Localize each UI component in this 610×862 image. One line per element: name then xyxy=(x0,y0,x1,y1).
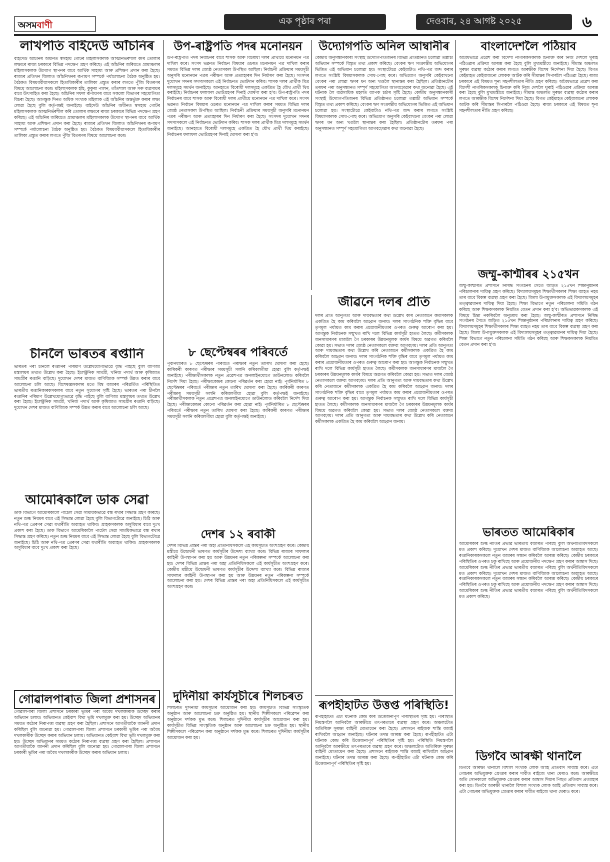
article-body-a1: বাইদেউ আঁচনিৰ অধীনত স্বসহায় গোটৰ মহিলাসকলক আত্মনিৰ্ভৰশীল কৰি তোলাৰ লক্ষ্যৰে ৰাজ্য চৰকাৰে বিভিন্ন পদক্ষেপ গ্ৰহণ কৰিছে। এই আঁচনিৰ জৰিয়তে গ্ৰামাঞ্চলৰ মহিলাসকলক উদ্যোগ স্থাপনৰ বাবে আৰ্থিক সাহায্য আৰু প্ৰশিক্ষণ প্ৰদান কৰা হৈছে। ৰাজ্যৰ প্ৰতিখন জিলাত আঁচনিখনৰ ৰূপায়ণ সম্পৰ্কে পৰ্যালোচনা বৈঠক অনুষ্ঠিত হয়। বৈঠকত বিষয়ববীয়াসকলে হিতাধিকাৰীৰ তালিকা প্ৰস্তুত কৰাৰ লগতে পুঁজি বিতৰণৰ বিষয়ে আলোচনা কৰে। মহিলাসকলক হাঁহ, কুকুৰা পালন, তাঁতশাল আৰু সৰু ব্যৱসায়ৰ বাবে উৎসাহিত কৰা হৈছে। আঁচনিৰ সফল ৰূপায়ণৰ বাবে সকলো বিভাগৰ সহযোগিতা বিচৰা হৈছে। আগন্তুক দিনত অধিক সংখ্যক মহিলাক এই আঁচনিৰ অন্তৰ্ভুক্ত কৰাৰ লক্ষ্য লোৱা হৈছে বুলি কৰ্তৃপক্ষই জনাইছে। বাইদেউ আঁচনিৰ অধীনত স্বসহায় গোটৰ মহিলাসকলক আত্মনিৰ্ভৰশীল কৰি তোলাৰ লক্ষ্যৰে ৰাজ্য চৰকাৰে বিভিন্ন পদক্ষেপ গ্ৰহণ কৰিছে। এই আঁচনিৰ জৰিয়তে গ্ৰামাঞ্চলৰ মহিলাসকলক উদ্যোগ স্থাপনৰ বাবে আৰ্থিক সাহায্য আৰু প্ৰশিক্ষণ প্ৰদান কৰা হৈছে। ৰাজ্যৰ প্ৰতিখন জিলাত আঁচনিখনৰ ৰূপায়ণ সম্পৰ্কে পৰ্যালোচনা বৈঠক অনুষ্ঠিত হয়। বৈঠকত বিষয়ববীয়াসকলে হিতাধিকাৰীৰ তালিকা প্ৰস্তুত কৰাৰ লগতে পুঁজি বিতৰণৰ বিষয়ে আলোচনা কৰে। xyxy=(14,57,160,139)
headline-a1: লাখপতি বাইদেউ আঁচনিৰ xyxy=(19,40,155,54)
section-label: এক পৃষ্ঠাৰ পৰা xyxy=(224,14,386,30)
headline-a15: ডিগবৈ আৰক্ষী থানালৈ xyxy=(475,750,582,763)
headline-a13: দুদিনীয়া কাৰ্যসূচীৰে শিলচৰত xyxy=(173,690,303,703)
article-body-a4: অবৈধভাৱে প্ৰৱেশ কৰা বিদেশী নাগৰিকসকলক চিনাক্ত কৰি নিজ দেশলৈ ঘূৰাই পঠিওৱাৰ প্ৰক্ৰিয়া আৰম্ভ কৰা হৈছে বুলি মুখ্যমন্ত্ৰীয়ে জনাইছে। সীমান্ত অঞ্চলত সুৰক্ষা ব্যৱস্থা কঠোৰ কৰাৰ লগতে আৰক্ষীক বিশেষ নিৰ্দেশনা দিয়া হৈছে। বিগত কেইমাহত কেইবাজনো লোকক আটক কৰি সীমান্তৰ সিপাৰলৈ পঠিওৱা হৈছে। ৰাজ্য চৰকাৰে এই বিষয়ত শূন্য সহনশীলতাৰ নীতি গ্ৰহণ কৰিছে। অবৈধভাৱে প্ৰৱেশ কৰা বিদেশী নাগৰিকসকলক চিনাক্ত কৰি নিজ দেশলৈ ঘূৰাই পঠিওৱাৰ প্ৰক্ৰিয়া আৰম্ভ কৰা হৈছে বুলি মুখ্যমন্ত্ৰীয়ে জনাইছে। সীমান্ত অঞ্চলত সুৰক্ষা ব্যৱস্থা কঠোৰ কৰাৰ লগতে আৰক্ষীক বিশেষ নিৰ্দেশনা দিয়া হৈছে। বিগত কেইমাহত কেইবাজনো লোকক আটক কৰি সীমান্তৰ সিপাৰলৈ পঠিওৱা হৈছে। ৰাজ্য চৰকাৰে এই বিষয়ত শূন্য সহনশীলতাৰ নীতি গ্ৰহণ কৰিছে। xyxy=(459,56,598,115)
article-body-a13: শিলচৰত দুদিনীয়া কাৰ্যসূচীৰ আয়োজন কৰা হয়। কাৰ্যসূচীত বিভিন্ন সাংস্কৃতিক অনুষ্ঠান আৰু আলোচনা চক্ৰ অনুষ্ঠিত হয়। স্থানীয় শিল্পীসকলে পৰিৱেশন কৰা অনুষ্ঠানে দৰ্শকক মুগ্ধ কৰে। শিলচৰত দুদিনীয়া কাৰ্যসূচীৰ আয়োজন কৰা হয়। কাৰ্যসূচীত বিভিন্ন সাংস্কৃতিক অনুষ্ঠান আৰু আলোচনা চক্ৰ অনুষ্ঠিত হয়। স্থানীয় শিল্পীসকলে পৰিৱেশন কৰা অনুষ্ঠানে দৰ্শকক মুগ্ধ কৰে। শিলচৰত দুদিনীয়া কাৰ্যসূচীৰ আয়োজন কৰা হয়। xyxy=(167,706,309,741)
section-divider xyxy=(315,695,453,696)
article-body-a12: গোৱালপাৰা জিলা প্ৰশাসনে চৰকাৰী ভূমিৰ পৰা অবৈধ দখলকাৰীক উচ্ছেদ কৰাৰ অভিযান চলায়। অভিযানত কেইবাশ বিঘা ভূমি দখলমুক্ত কৰা হয়। উচ্ছেদ অভিযানৰ সময়ত কঠোৰ নিৰাপত্তা ব্যৱস্থা গ্ৰহণ কৰা হৈছিল। প্ৰশাসনে আগতীয়াকৈ জাননী প্ৰদান কৰিছিল বুলি জনোৱা হয়। গোৱালপাৰা জিলা প্ৰশাসনে চৰকাৰী ভূমিৰ পৰা অবৈধ দখলকাৰীক উচ্ছেদ কৰাৰ অভিযান চলায়। অভিযানত কেইবাশ বিঘা ভূমি দখলমুক্ত কৰা হয়। উচ্ছেদ অভিযানৰ সময়ত কঠোৰ নিৰাপত্তা ব্যৱস্থা গ্ৰহণ কৰা হৈছিল। প্ৰশাসনে আগতীয়াকৈ জাননী প্ৰদান কৰিছিল বুলি জনোৱা হয়। গোৱালপাৰা জিলা প্ৰশাসনে চৰকাৰী ভূমিৰ পৰা অবৈধ দখলকাৰীক উচ্ছেদ কৰাৰ অভিযান চলায়। xyxy=(14,710,160,757)
headline-a4: বাংলাদেশলৈ পঠিয়াব xyxy=(480,40,577,53)
headline-a11: দেশৰ ১২ ৰবাকী xyxy=(200,528,276,541)
column-divider xyxy=(311,40,312,290)
article-body-a11: দেশৰ বিভিন্ন প্ৰান্তৰ পৰা অহা প্ৰতিনিধিসকলে এই কাৰ্যসূচীত অংশগ্ৰহণ কৰে। কেন্দ্ৰীয় মন্ত্ৰীয়ে উদ্বোধনী ভাষণত কাৰ্যসূচীৰ উদ্দেশ্য ব্যাখ্যা কৰে। বিভিন্ন ৰাজ্যৰ সাফল্যৰ কাহিনী উপস্থাপন কৰা হয় আৰু উন্নয়নৰ নতুন পৰিকল্পনা সম্পৰ্কে আলোচনা কৰা হয়। দেশৰ বিভিন্ন প্ৰান্তৰ পৰা অহা প্ৰতিনিধিসকলে এই কাৰ্যসূচীত অংশগ্ৰহণ কৰে। কেন্দ্ৰীয় মন্ত্ৰীয়ে উদ্বোধনী ভাষণত কাৰ্যসূচীৰ উদ্দেশ্য ব্যাখ্যা কৰে। বিভিন্ন ৰাজ্যৰ সাফল্যৰ কাহিনী উপস্থাপন কৰা হয় আৰু উন্নয়নৰ নতুন পৰিকল্পনা সম্পৰ্কে আলোচনা কৰা হয়। দেশৰ বিভিন্ন প্ৰান্তৰ পৰা অহা প্ৰতিনিধিসকলে এই কাৰ্যসূচীত অংশগ্ৰহণ কৰে। xyxy=(167,544,309,591)
article-body-a10: ডাক বিভাগে আমেৰিকালৈ পাৰ্চেল সেৱা সাময়িকভাৱে বন্ধ ৰখাৰ সিদ্ধান্ত গ্ৰহণ কৰিছে। নতুন শুল্ক নিয়মৰ বাবে এই সিদ্ধান্ত লোৱা হৈছে বুলি বিভাগটোৱে জনাইছে। চিঠি আৰু নথি-পত্ৰ প্ৰেৰণৰ সেৱা যথাৰীতি অব্যাহত থাকিব। গ্ৰাহকসকলক অসুবিধাৰ বাবে দুঃখ প্ৰকাশ কৰা হৈছে। ডাক বিভাগে আমেৰিকালৈ পাৰ্চেল সেৱা সাময়িকভাৱে বন্ধ ৰখাৰ সিদ্ধান্ত গ্ৰহণ কৰিছে। নতুন শুল্ক নিয়মৰ বাবে এই সিদ্ধান্ত লোৱা হৈছে বুলি বিভাগটোৱে জনাইছে। চিঠি আৰু নথি-পত্ৰ প্ৰেৰণৰ সেৱা যথাৰীতি অব্যাহত থাকিব। গ্ৰাহকসকলক অসুবিধাৰ বাবে দুঃখ প্ৰকাশ কৰা হৈছে। xyxy=(14,511,160,552)
newspaper-logo xyxy=(14,16,96,32)
headline-a5: জম্মু-কাশ্মীৰৰ ২১৫খন xyxy=(477,268,579,281)
headline-a14: ৰূপহীহাটত উত্তপ্ত পৰিস্থিতি! xyxy=(318,699,450,712)
column-divider xyxy=(163,40,164,852)
headline-a7: ৮ ছেপ্টেম্বৰৰ পৰিবৰ্তে xyxy=(188,346,288,359)
headline-a10: আমেৰিকালৈ ডাক সেৱা xyxy=(25,494,149,508)
article-body-a9: আমেৰিকাৰ শুল্ক নীতিৰ প্ৰভাৱ ভাৰতীয় বজাৰত পৰিছে বুলি অৰ্থনীতিবিদসকলে মত প্ৰকাশ কৰিছে। দুয়োখন দেশৰ মাজত বাণিজ্যিক আলোচনা অব্যাহত আছে। ৰপ্তানিকাৰকসকলে নতুন বজাৰৰ সন্ধান কৰিবলৈ আৰম্ভ কৰিছে। কেন্দ্ৰীয় চৰকাৰে পৰিস্থিতিৰ ওপৰত চকু ৰাখিছে আৰু প্ৰয়োজনীয় পদক্ষেপ গ্ৰহণ কৰাৰ আশ্বাস দিছে। আমেৰিকাৰ শুল্ক নীতিৰ প্ৰভাৱ ভাৰতীয় বজাৰত পৰিছে বুলি অৰ্থনীতিবিদসকলে মত প্ৰকাশ কৰিছে। দুয়োখন দেশৰ মাজত বাণিজ্যিক আলোচনা অব্যাহত আছে। ৰপ্তানিকাৰকসকলে নতুন বজাৰৰ সন্ধান কৰিবলৈ আৰম্ভ কৰিছে। কেন্দ্ৰীয় চৰকাৰে পৰিস্থিতিৰ ওপৰত চকু ৰাখিছে আৰু প্ৰয়োজনীয় পদক্ষেপ গ্ৰহণ কৰাৰ আশ্বাস দিছে। আমেৰিকাৰ শুল্ক নীতিৰ প্ৰভাৱ ভাৰতীয় বজাৰত পৰিছে বুলি অৰ্থনীতিবিদসকলে মত প্ৰকাশ কৰিছে। xyxy=(459,542,598,601)
article-body-a14: ৰূপহীহাটত এটা ঘটনাক কেন্দ্ৰ কৰি উত্তেজনাপূৰ্ণ পৰিস্থিতিৰ সৃষ্টি হয়। পৰিস্থিতি নিয়ন্ত্ৰণলৈ আনিবলৈ আৰক্ষীয়ে তৎপৰতাৰে ব্যৱস্থা গ্ৰহণ কৰে। অঞ্চলটোত অতিৰিক্ত সুৰক্ষা বাহিনী মোতায়েন কৰা হৈছে। প্ৰশাসনে ৰাইজক শান্তি বজাই ৰাখিবলৈ আহ্বান জনাইছে। ঘটনাৰ তদন্ত আৰম্ভ কৰা হৈছে। ৰূপহীহাটত এটা ঘটনাক কেন্দ্ৰ কৰি উত্তেজনাপূৰ্ণ পৰিস্থিতিৰ সৃষ্টি হয়। পৰিস্থিতি নিয়ন্ত্ৰণলৈ আনিবলৈ আৰক্ষীয়ে তৎপৰতাৰে ব্যৱস্থা গ্ৰহণ কৰে। অঞ্চলটোত অতিৰিক্ত সুৰক্ষা বাহিনী মোতায়েন কৰা হৈছে। প্ৰশাসনে ৰাইজক শান্তি বজাই ৰাখিবলৈ আহ্বান জনাইছে। ঘটনাৰ তদন্ত আৰম্ভ কৰা হৈছে। ৰূপহীহাটত এটা ঘটনাক কেন্দ্ৰ কৰি উত্তেজনাপূৰ্ণ পৰিস্থিতিৰ সৃষ্টি হয়। xyxy=(315,715,453,768)
headline-a12: গোৱালপাৰাত জিলা প্ৰশাসনৰ xyxy=(14,690,160,709)
headline-a8: জীৱনে দলৰ প্ৰতি xyxy=(337,296,430,310)
article-body-a5: জম্মু-কাশ্মীৰত প্ৰশাসনে নিষিদ্ধ সংগঠনৰ সৈতে জড়িত ২১৫খন শিক্ষানুষ্ঠানৰ পৰিচালনাৰ দায়িত্ব গ্ৰহণ কৰিছে। বিদ্যালয়সমূহৰ শিক্ষাৰ্থীসকলৰ শিক্ষা ব্যাহত নহয় তাৰ বাবে বিকল্প ব্যৱস্থা গ্ৰহণ কৰা হৈছে। জিলা উপায়ুক্তসকলক এই বিদ্যালয়সমূহৰ তত্ত্বাৱধানৰ দায়িত্ব দিয়া হৈছে। শিক্ষা বিভাগে নতুন পৰিচালনা সমিতি গঠন কৰিছে আৰু শিক্ষকসকলক নিয়মিত বেতন প্ৰদান কৰা হ'ব। অভিভাৱকসকলক এই বিষয়ে চিন্তা নকৰিবলৈ অনুৰোধ কৰা হৈছে। জম্মু-কাশ্মীৰত প্ৰশাসনে নিষিদ্ধ সংগঠনৰ সৈতে জড়িত ২১৫খন শিক্ষানুষ্ঠানৰ পৰিচালনাৰ দায়িত্ব গ্ৰহণ কৰিছে। বিদ্যালয়সমূহৰ শিক্ষাৰ্থীসকলৰ শিক্ষা ব্যাহত নহয় তাৰ বাবে বিকল্প ব্যৱস্থা গ্ৰহণ কৰা হৈছে। জিলা উপায়ুক্তসকলক এই বিদ্যালয়সমূহৰ তত্ত্বাৱধানৰ দায়িত্ব দিয়া হৈছে। শিক্ষা বিভাগে নতুন পৰিচালনা সমিতি গঠন কৰিছে আৰু শিক্ষকসকলক নিয়মিত বেতন প্ৰদান কৰা হ'ব। xyxy=(459,284,598,349)
article-body-a8: দলৰ প্ৰতি আনুগত্য আৰু দায়বদ্ধতাৰ কথা উল্লেখ কৰি নেতাজনে কৰ্মীসকলক একত্ৰিত হৈ কাম কৰিবলৈ আহ্বান জনায়। দলৰ সাংগঠনিক শক্তি বৃদ্ধিৰ বাবে তৃণমূল পৰ্যায়ত কাম কৰাৰ প্ৰয়োজনীয়তাৰ ওপৰত গুৰুত্ব আৰোপ কৰা হয়। আগন্তুক নিৰ্বাচনক সন্মুখত ৰাখি দলে বিভিন্ন কাৰ্যসূচী হাতত লৈছে। কৰ্মীসকলক জনসাধাৰণৰ মাজলৈ গৈ চৰকাৰৰ উন্নয়নমূলক কাৰ্যৰ বিষয়ে অৱগত কৰিবলৈ কোৱা হয়। সভাত দলৰ জ্যেষ্ঠ নেতাসকলে বক্তব্য আগবঢ়ায়। দলৰ প্ৰতি আনুগত্য আৰু দায়বদ্ধতাৰ কথা উল্লেখ কৰি নেতাজনে কৰ্মীসকলক একত্ৰিত হৈ কাম কৰিবলৈ আহ্বান জনায়। দলৰ সাংগঠনিক শক্তি বৃদ্ধিৰ বাবে তৃণমূল পৰ্যায়ত কাম কৰাৰ প্ৰয়োজনীয়তাৰ ওপৰত গুৰুত্ব আৰোপ কৰা হয়। আগন্তুক নিৰ্বাচনক সন্মুখত ৰাখি দলে বিভিন্ন কাৰ্যসূচী হাতত লৈছে। কৰ্মীসকলক জনসাধাৰণৰ মাজলৈ গৈ চৰকাৰৰ উন্নয়নমূলক কাৰ্যৰ বিষয়ে অৱগত কৰিবলৈ কোৱা হয়। সভাত দলৰ জ্যেষ্ঠ নেতাসকলে বক্তব্য আগবঢ়ায়। দলৰ প্ৰতি আনুগত্য আৰু দায়বদ্ধতাৰ কথা উল্লেখ কৰি নেতাজনে কৰ্মীসকলক একত্ৰিত হৈ কাম কৰিবলৈ আহ্বান জনায়। দলৰ সাংগঠনিক শক্তি বৃদ্ধিৰ বাবে তৃণমূল পৰ্যায়ত কাম কৰাৰ প্ৰয়োজনীয়তাৰ ওপৰত গুৰুত্ব আৰোপ কৰা হয়। আগন্তুক নিৰ্বাচনক সন্মুখত ৰাখি দলে বিভিন্ন কাৰ্যসূচী হাতত লৈছে। কৰ্মীসকলক জনসাধাৰণৰ মাজলৈ গৈ চৰকাৰৰ উন্নয়নমূলক কাৰ্যৰ বিষয়ে অৱগত কৰিবলৈ কোৱা হয়। সভাত দলৰ জ্যেষ্ঠ নেতাসকলে বক্তব্য আগবঢ়ায়। দলৰ প্ৰতি আনুগত্য আৰু দায়বদ্ধতাৰ কথা উল্লেখ কৰি নেতাজনে কৰ্মীসকলক একত্ৰিত হৈ কাম কৰিবলৈ আহ্বান জনায়। xyxy=(315,314,453,426)
headline-a2: উপ-ৰাষ্ট্ৰপতি পদৰ মনোনয়ন xyxy=(173,40,303,53)
headline-a9: ভাৰতত আমেৰিকাৰ xyxy=(482,526,575,539)
issue-date: দেওবাৰ, ২৪ আগষ্ট ২০২৫ xyxy=(416,14,572,30)
logo-text-a: অসম xyxy=(18,21,37,31)
article-body-a7: পূৰ্বনিৰ্ধাৰিত ৮ ছেপ্টেম্বৰৰ পৰিবৰ্তে পৰীক্ষাৰ নতুন তাৰিখ ঘোষণা কৰা হৈছে। কাৰিকৰী কাৰণত পৰীক্ষাৰ সময়সূচী সলনি কৰিবলগীয়া হোৱা বুলি কৰ্তৃপক্ষই জনাইছে। পৰীক্ষাৰ্থীসকলক নতুন প্ৰৱেশপত্ৰ অনলাইনযোগে ডাউনলোড কৰিবলৈ নিৰ্দেশ দিয়া হৈছে। পৰীক্ষাকেন্দ্ৰৰ কোনো পৰিৱৰ্তন কৰা হোৱা নাই। পূৰ্বনিৰ্ধাৰিত ৮ ছেপ্টেম্বৰৰ পৰিবৰ্তে পৰীক্ষাৰ নতুন তাৰিখ ঘোষণা কৰা হৈছে। কাৰিকৰী কাৰণত পৰীক্ষাৰ সময়সূচী সলনি কৰিবলগীয়া হোৱা বুলি কৰ্তৃপক্ষই জনাইছে। পৰীক্ষাৰ্থীসকলক নতুন প্ৰৱেশপত্ৰ অনলাইনযোগে ডাউনলোড কৰিবলৈ নিৰ্দেশ দিয়া হৈছে। পৰীক্ষাকেন্দ্ৰৰ কোনো পৰিৱৰ্তন কৰা হোৱা নাই। পূৰ্বনিৰ্ধাৰিত ৮ ছেপ্টেম্বৰৰ পৰিবৰ্তে পৰীক্ষাৰ নতুন তাৰিখ ঘোষণা কৰা হৈছে। কাৰিকৰী কাৰণত পৰীক্ষাৰ সময়সূচী সলনি কৰিবলগীয়া হোৱা বুলি কৰ্তৃপক্ষই জনাইছে। xyxy=(167,362,309,421)
column-divider xyxy=(455,40,456,852)
headline-a3: উদ্যোগপতি অনিল আম্বানীৰ xyxy=(318,40,450,53)
article-body-a2: উপ-ৰাষ্ট্ৰপতি পদৰ নিৰ্বাচনৰ বাবে শাসক আৰু বিৰোধী দলৰ প্ৰাৰ্থীয়ে মনোনয়ন পত্ৰ দাখিল কৰে। সংসদ ভৱনত নিৰ্বাচন বিষয়াৰ ওচৰত মনোনয়ন পত্ৰ দাখিল কৰাৰ সময়ত বিভিন্ন দলৰ জ্যেষ্ঠ নেতাসকল উপস্থিত আছিল। নিৰ্বাচনী প্ৰক্ৰিয়াৰ সময়সূচী অনুসৰি মনোনয়ন পত্ৰৰ পৰীক্ষণ আৰু প্ৰত্যাহাৰৰ দিন নিৰ্ধাৰণ কৰা হৈছে। সংসদৰ দুয়োখন সদনৰ সদস্যসকলে এই নিৰ্বাচনত ভোটদান কৰিব। শাসক দলৰ প্ৰাৰ্থীক মিত্ৰ দলসমূহে সমৰ্থন জনাইছে। আনহাতে বিৰোধী দলসমূহে একত্ৰিত হৈ যৌথ প্ৰাৰ্থী থিয় কৰাইছে। নিৰ্বাচনৰ ফলাফল ভোটগ্ৰহণৰ দিনাই ঘোষণা কৰা হ'ব। উপ-ৰাষ্ট্ৰপতি পদৰ নিৰ্বাচনৰ বাবে শাসক আৰু বিৰোধী দলৰ প্ৰাৰ্থীয়ে মনোনয়ন পত্ৰ দাখিল কৰে। সংসদ ভৱনত নিৰ্বাচন বিষয়াৰ ওচৰত মনোনয়ন পত্ৰ দাখিল কৰাৰ সময়ত বিভিন্ন দলৰ জ্যেষ্ঠ নেতাসকল উপস্থিত আছিল। নিৰ্বাচনী প্ৰক্ৰিয়াৰ সময়সূচী অনুসৰি মনোনয়ন পত্ৰৰ পৰীক্ষণ আৰু প্ৰত্যাহাৰৰ দিন নিৰ্ধাৰণ কৰা হৈছে। সংসদৰ দুয়োখন সদনৰ সদস্যসকলে এই নিৰ্বাচনত ভোটদান কৰিব। শাসক দলৰ প্ৰাৰ্থীক মিত্ৰ দলসমূহে সমৰ্থন জনাইছে। আনহাতে বিৰোধী দলসমূহে একত্ৰিত হৈ যৌথ প্ৰাৰ্থী থিয় কৰাইছে। নিৰ্বাচনৰ ফলাফল ভোটগ্ৰহণৰ দিনাই ঘোষণা কৰা হ'ব। xyxy=(167,56,309,138)
page-number: ৬ xyxy=(582,13,592,31)
masthead-rule xyxy=(14,34,598,36)
headline-a6: চীনলৈ ভাৰতৰ ৰপ্তানি xyxy=(30,348,144,362)
logo-text-b: বাণী xyxy=(36,21,53,31)
article-body-a6: ভাৰতৰ পৰা চীনলৈ ৰপ্তানিৰ পৰিমাণ উল্লেখযোগ্যভাৱে বৃদ্ধি পাইছে বুলি বাণিজ্য মন্ত্ৰালয়ৰ তথ্যত উল্লেখ কৰা হৈছে। ইলেক্ট্ৰনিক সামগ্ৰী, খনিজ পদাৰ্থ আৰু কৃষিজাত সামগ্ৰীৰ ৰপ্তানি বাঢ়িছে। দুয়োখন দেশৰ মাজত বাণিজ্যিক সম্পৰ্ক উন্নত কৰাৰ বাবে আলোচনা চলি আছে। বিশেষজ্ঞসকলৰ মতে বিশ্ব বজাৰৰ পৰিৱৰ্তিত পৰিস্থিতিত ভাৰতীয় ৰপ্তানিকাৰকসকলৰ বাবে নতুন সুযোগৰ সৃষ্টি হৈছে। ভাৰতৰ পৰা চীনলৈ ৰপ্তানিৰ পৰিমাণ উল্লেখযোগ্যভাৱে বৃদ্ধি পাইছে বুলি বাণিজ্য মন্ত্ৰালয়ৰ তথ্যত উল্লেখ কৰা হৈছে। ইলেক্ট্ৰনিক সামগ্ৰী, খনিজ পদাৰ্থ আৰু কৃষিজাত সামগ্ৰীৰ ৰপ্তানি বাঢ়িছে। দুয়োখন দেশৰ মাজত বাণিজ্যিক সম্পৰ্ক উন্নত কৰাৰ বাবে আলোচনা চলি আছে। xyxy=(14,365,160,412)
article-body-a3: কেন্দ্ৰীয় অনুসন্ধানকাৰী সংস্থাই উদ্যোগপতিজনৰ বিভিন্ন প্ৰতিষ্ঠানত চলোৱা তল্লাচী অভিযান সম্পৰ্কে বিস্তৃত তথ্য প্ৰকাশ কৰিছে। বেংকৰ ঋণ সংক্ৰান্তীয় অভিযোগৰ ভিত্তিত এই অভিযান চলোৱা হয়। সংস্থাটোৱে কেইবাটাও নথি-পত্ৰ জব্দ কৰাৰ লগতে সংশ্লিষ্ট বিষয়াসকলক সোধ-পোছ কৰে। অভিযোগ অনুসৰি কেইবাখনো বেংকৰ পৰা লোৱা ঋণৰ ধন অন্য খণ্ডলৈ স্থানান্তৰ কৰা হৈছিল। প্ৰতিষ্ঠানটোৰ তৰফৰ পৰা অনুসন্ধানত সম্পূৰ্ণ সহযোগিতা আগবঢ়োৱাৰ কথা জনোৱা হৈছে। এই ঘটনাক লৈ ব্যৱসায়িক মহলত ব্যাপক চৰ্চাৰ সৃষ্টি হৈছে। কেন্দ্ৰীয় অনুসন্ধানকাৰী সংস্থাই উদ্যোগপতিজনৰ বিভিন্ন প্ৰতিষ্ঠানত চলোৱা তল্লাচী অভিযান সম্পৰ্কে বিস্তৃত তথ্য প্ৰকাশ কৰিছে। বেংকৰ ঋণ সংক্ৰান্তীয় অভিযোগৰ ভিত্তিত এই অভিযান চলোৱা হয়। সংস্থাটোৱে কেইবাটাও নথি-পত্ৰ জব্দ কৰাৰ লগতে সংশ্লিষ্ট বিষয়াসকলক সোধ-পোছ কৰে। অভিযোগ অনুসৰি কেইবাখনো বেংকৰ পৰা লোৱা ঋণৰ ধন অন্য খণ্ডলৈ স্থানান্তৰ কৰা হৈছিল। প্ৰতিষ্ঠানটোৰ তৰফৰ পৰা অনুসন্ধানত সম্পূৰ্ণ সহযোগিতা আগবঢ়োৱাৰ কথা জনোৱা হৈছে। xyxy=(315,56,453,132)
column-divider xyxy=(311,295,312,852)
article-body-a15: ডিগবৈ আৰক্ষী থানালৈ বিশাল সংখ্যক লোক আহি প্ৰতিবাদ সাব্যস্ত কৰে। এটা গোচৰৰ অভিযুক্তক গ্ৰেপ্তাৰ কৰাৰ দাবীত ৰাইজে থানা ঘেৰাও কৰে। আৰক্ষীয়ে অতি সোনকালে অভিযুক্তক গ্ৰেপ্তাৰ কৰাৰ আশ্বাস দিয়াৰ পিছত প্ৰতিবাদ প্ৰত্যাহাৰ কৰা হয়। ডিগবৈ আৰক্ষী থানালৈ বিশাল সংখ্যক লোক আহি প্ৰতিবাদ সাব্যস্ত কৰে। এটা গোচৰৰ অভিযুক্তক গ্ৰেপ্তাৰ কৰাৰ দাবীত ৰাইজে থানা ঘেৰাও কৰে। xyxy=(459,766,598,795)
